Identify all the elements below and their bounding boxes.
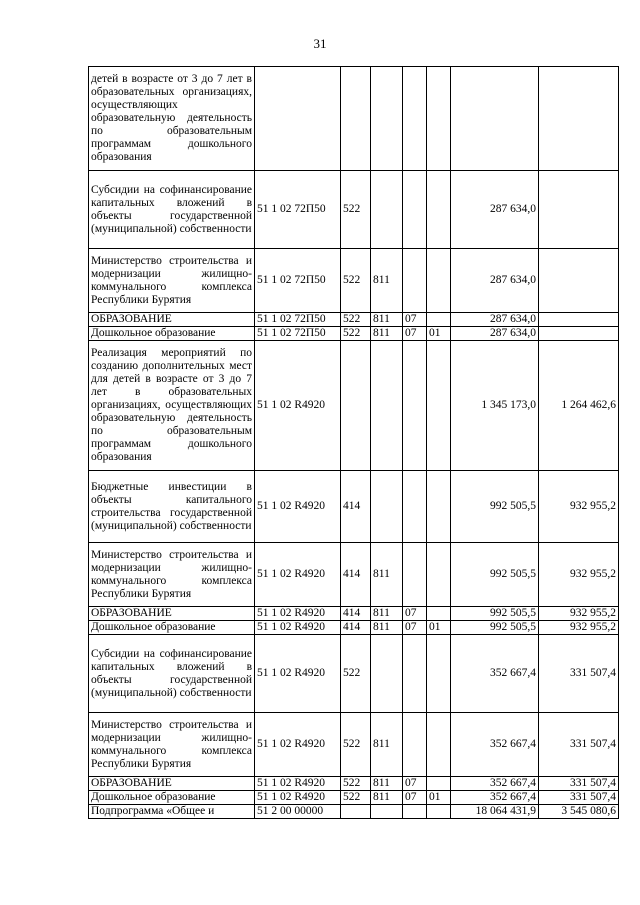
sum-next-cell: 331 507,4 [539, 791, 619, 805]
name-cell: Подпрограмма «Общее и [89, 805, 255, 819]
vr-cell: 522 [341, 791, 371, 805]
sum-next-cell: 1 264 462,6 [539, 341, 619, 471]
gr-cell: 811 [371, 791, 403, 805]
sum-next-cell [539, 67, 619, 171]
rz-cell: 07 [403, 313, 427, 327]
csr-cell: 51 1 02 72П50 [255, 327, 341, 341]
sum-current-cell: 1 345 173,0 [451, 341, 539, 471]
table-row [89, 713, 619, 777]
table-row [89, 805, 619, 819]
table-row [89, 67, 619, 171]
table-row [89, 777, 619, 791]
sum-current-cell: 352 667,4 [451, 791, 539, 805]
csr-cell: 51 1 02 R4920 [255, 777, 341, 791]
pr-cell [427, 313, 451, 327]
table-row [89, 791, 619, 805]
gr-cell [371, 67, 403, 171]
pr-cell [427, 471, 451, 543]
sum-current-cell: 287 634,0 [451, 313, 539, 327]
vr-cell: 522 [341, 171, 371, 249]
rz-cell [403, 543, 427, 607]
rz-cell [403, 341, 427, 471]
csr-cell: 51 1 02 R4920 [255, 607, 341, 621]
sum-current-cell: 18 064 431,9 [451, 805, 539, 819]
gr-cell: 811 [371, 313, 403, 327]
name-cell: Бюджетные инвестиции в объекты капитального строительства государственной (муниципальной) собственности [89, 471, 255, 543]
pr-cell: 01 [427, 621, 451, 635]
sum-next-cell [539, 313, 619, 327]
csr-cell: 51 1 02 R4920 [255, 791, 341, 805]
sum-next-cell: 932 955,2 [539, 621, 619, 635]
sum-current-cell: 992 505,5 [451, 543, 539, 607]
pr-cell [427, 635, 451, 713]
table-row [89, 313, 619, 327]
gr-cell [371, 635, 403, 713]
pr-cell [427, 805, 451, 819]
vr-cell: 414 [341, 607, 371, 621]
gr-cell [371, 805, 403, 819]
pr-cell [427, 341, 451, 471]
gr-cell: 811 [371, 777, 403, 791]
rz-cell [403, 249, 427, 313]
name-cell: детей в возрасте от 3 до 7 лет в образовательных организациях, осуществляющих образовательную деятельность по образовательным программам дошкольного образования [89, 67, 255, 171]
csr-cell: 51 1 02 R4920 [255, 341, 341, 471]
table-row [89, 543, 619, 607]
gr-cell [371, 471, 403, 543]
gr-cell: 811 [371, 607, 403, 621]
vr-cell: 522 [341, 249, 371, 313]
vr-cell: 522 [341, 713, 371, 777]
pr-cell [427, 607, 451, 621]
sum-next-cell [539, 171, 619, 249]
csr-cell: 51 1 02 R4920 [255, 621, 341, 635]
sum-next-cell: 3 545 080,6 [539, 805, 619, 819]
csr-cell: 51 1 02 R4920 [255, 635, 341, 713]
table-row [89, 171, 619, 249]
rz-cell: 07 [403, 327, 427, 341]
rz-cell: 07 [403, 621, 427, 635]
table-row [89, 341, 619, 471]
table-row [89, 635, 619, 713]
sum-current-cell [451, 67, 539, 171]
csr-cell: 51 1 02 72П50 [255, 171, 341, 249]
name-cell: ОБРАЗОВАНИЕ [89, 777, 255, 791]
vr-cell [341, 341, 371, 471]
sum-current-cell: 992 505,5 [451, 471, 539, 543]
name-cell: Реализация мероприятий по созданию дополнительных мест для детей в возрасте от 3 до 7 лет в образовательных организациях, осуществляющих образовательную деятельность по образовательным программам дошкольного образования [89, 341, 255, 471]
name-cell: Дошкольное образование [89, 327, 255, 341]
gr-cell: 811 [371, 249, 403, 313]
table-row [89, 471, 619, 543]
vr-cell: 522 [341, 777, 371, 791]
sum-current-cell: 287 634,0 [451, 249, 539, 313]
sum-next-cell: 331 507,4 [539, 777, 619, 791]
name-cell: ОБРАЗОВАНИЕ [89, 607, 255, 621]
budget-table [88, 66, 619, 819]
sum-current-cell: 287 634,0 [451, 327, 539, 341]
vr-cell: 522 [341, 327, 371, 341]
rz-cell [403, 635, 427, 713]
name-cell: Министерство строительства и модернизации жилищно-коммунального комплекса Республики Бурятия [89, 713, 255, 777]
vr-cell: 522 [341, 313, 371, 327]
vr-cell: 414 [341, 471, 371, 543]
name-cell: Министерство строительства и модернизации жилищно-коммунального комплекса Республики Бурятия [89, 249, 255, 313]
csr-cell: 51 1 02 72П50 [255, 313, 341, 327]
name-cell: Субсидии на софинансирование капитальных вложений в объекты государственной (муниципальной) собственности [89, 635, 255, 713]
sum-next-cell: 932 955,2 [539, 607, 619, 621]
csr-cell: 51 1 02 R4920 [255, 713, 341, 777]
gr-cell: 811 [371, 621, 403, 635]
sum-current-cell: 992 505,5 [451, 621, 539, 635]
csr-cell: 51 1 02 72П50 [255, 249, 341, 313]
table-row [89, 607, 619, 621]
rz-cell: 07 [403, 777, 427, 791]
rz-cell [403, 713, 427, 777]
sum-next-cell [539, 249, 619, 313]
pr-cell [427, 249, 451, 313]
csr-cell: 51 1 02 R4920 [255, 471, 341, 543]
page-number: 31 [313, 36, 327, 51]
csr-cell [255, 67, 341, 171]
name-cell: Министерство строительства и модернизации жилищно-коммунального комплекса Республики Бурятия [89, 543, 255, 607]
pr-cell [427, 543, 451, 607]
gr-cell: 811 [371, 543, 403, 607]
vr-cell: 522 [341, 635, 371, 713]
vr-cell [341, 67, 371, 171]
rz-cell [403, 471, 427, 543]
pr-cell: 01 [427, 327, 451, 341]
gr-cell: 811 [371, 713, 403, 777]
rz-cell [403, 67, 427, 171]
csr-cell: 51 2 00 00000 [255, 805, 341, 819]
table-row [89, 249, 619, 313]
rz-cell: 07 [403, 607, 427, 621]
table-row [89, 621, 619, 635]
gr-cell [371, 171, 403, 249]
pr-cell [427, 777, 451, 791]
sum-next-cell: 331 507,4 [539, 635, 619, 713]
sum-current-cell: 352 667,4 [451, 635, 539, 713]
name-cell: ОБРАЗОВАНИЕ [89, 313, 255, 327]
sum-current-cell: 352 667,4 [451, 713, 539, 777]
pr-cell [427, 171, 451, 249]
sum-current-cell: 992 505,5 [451, 607, 539, 621]
rz-cell [403, 171, 427, 249]
vr-cell: 414 [341, 543, 371, 607]
sum-current-cell: 352 667,4 [451, 777, 539, 791]
sum-next-cell: 932 955,2 [539, 471, 619, 543]
sum-next-cell: 331 507,4 [539, 713, 619, 777]
pr-cell: 01 [427, 791, 451, 805]
vr-cell: 414 [341, 621, 371, 635]
sum-current-cell: 287 634,0 [451, 171, 539, 249]
rz-cell [403, 805, 427, 819]
gr-cell [371, 341, 403, 471]
gr-cell: 811 [371, 327, 403, 341]
pr-cell [427, 713, 451, 777]
csr-cell: 51 1 02 R4920 [255, 543, 341, 607]
name-cell: Дошкольное образование [89, 791, 255, 805]
rz-cell: 07 [403, 791, 427, 805]
table-row [89, 327, 619, 341]
name-cell: Дошкольное образование [89, 621, 255, 635]
sum-next-cell: 932 955,2 [539, 543, 619, 607]
sum-next-cell [539, 327, 619, 341]
vr-cell [341, 805, 371, 819]
pr-cell [427, 67, 451, 171]
name-cell: Субсидии на софинансирование капитальных вложений в объекты государственной (муниципальной) собственности [89, 171, 255, 249]
